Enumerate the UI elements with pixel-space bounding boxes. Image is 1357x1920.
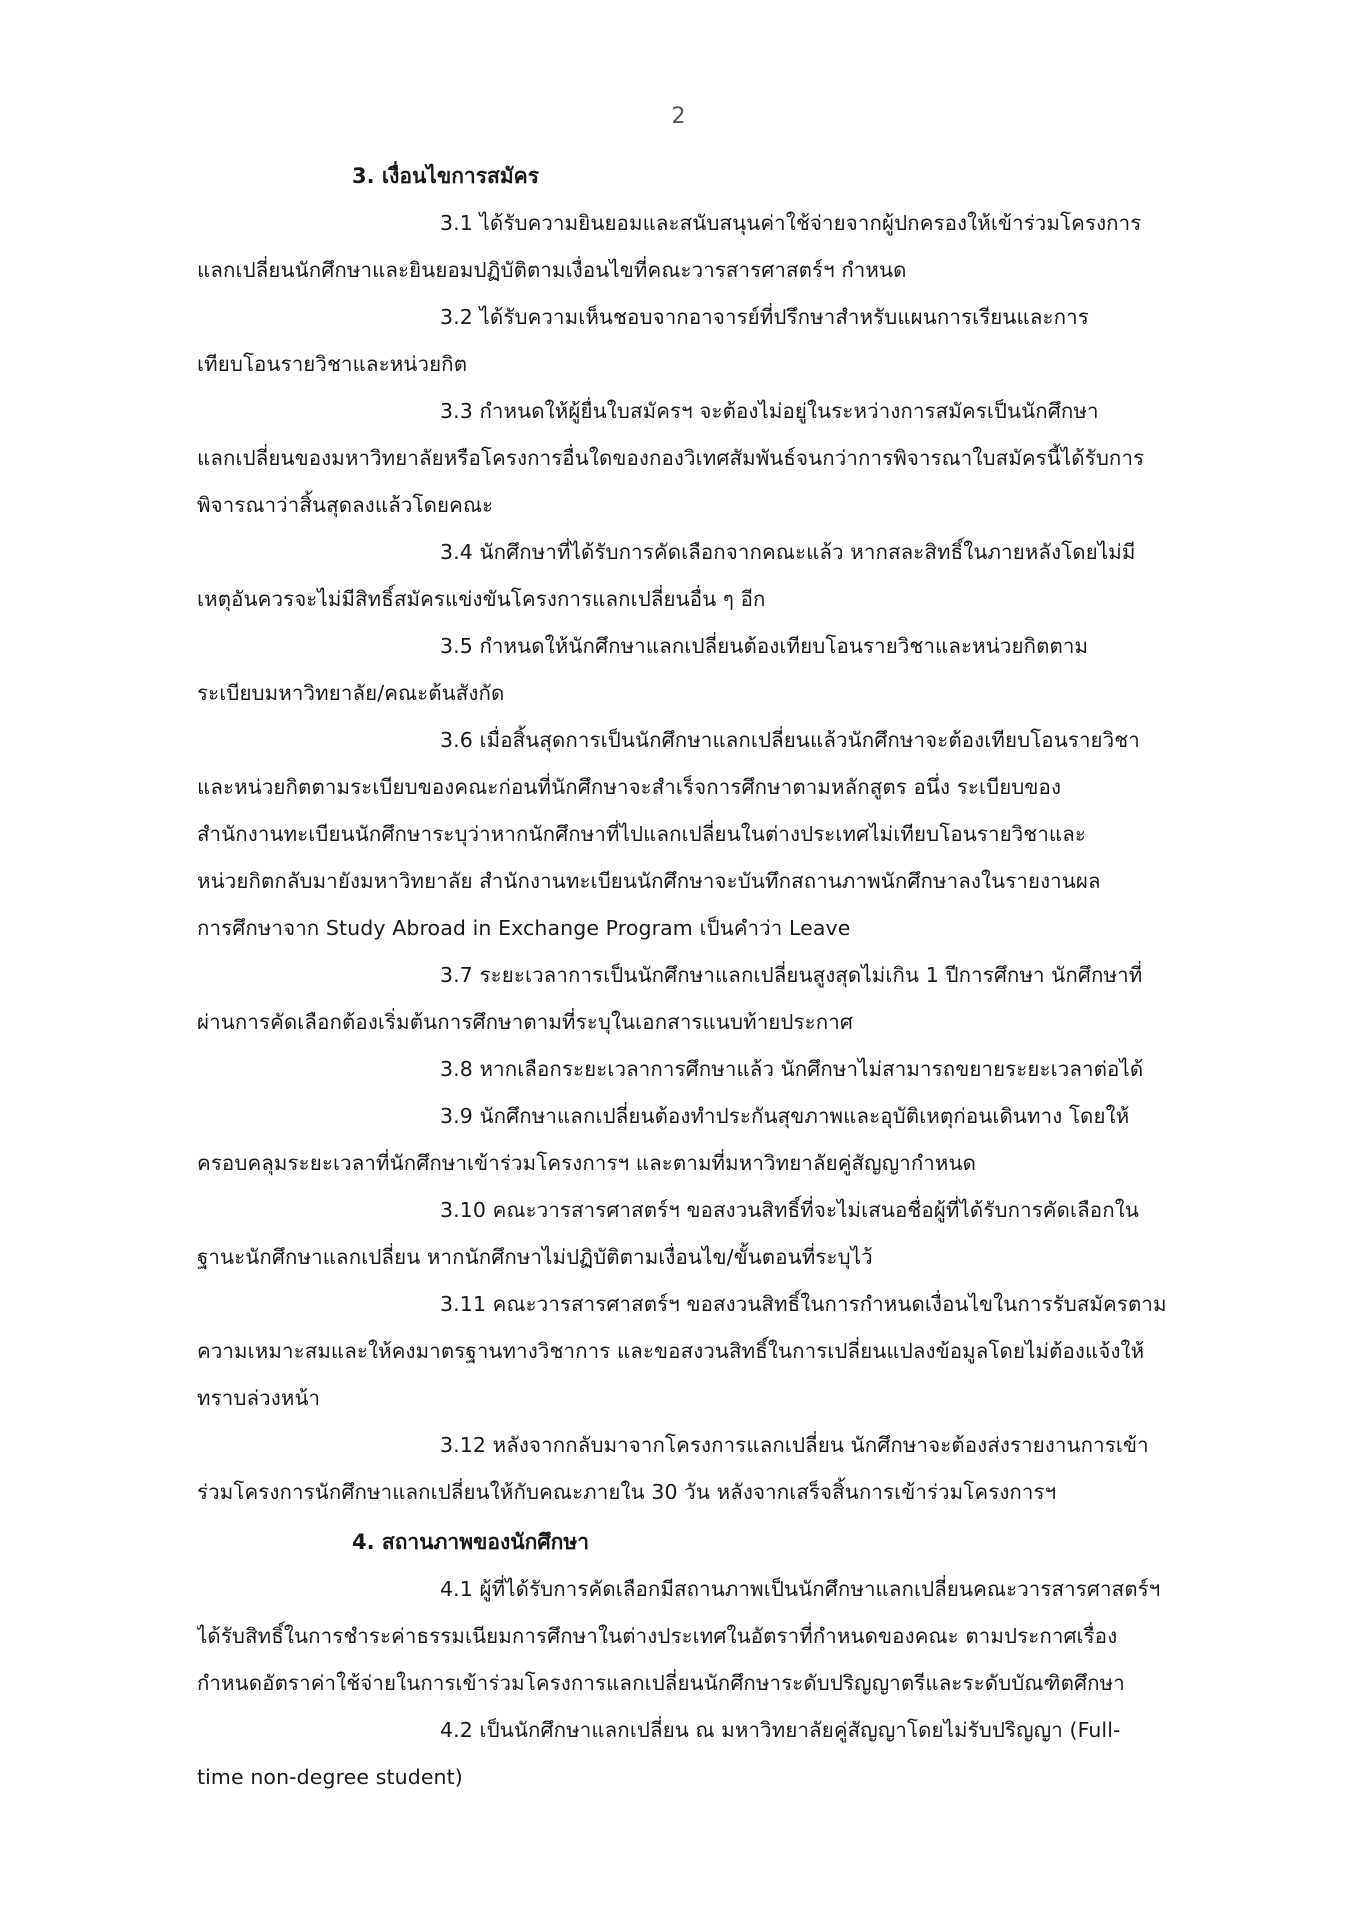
paragraph-line: แลกเปลี่ยนของมหาวิทยาลัยหรือโครงการอื่นใดของกองวิเทศสัมพันธ์จนกว่าการพิจารณาใบสมัครนี้ได้รับการ: [197, 446, 1145, 470]
paragraph-line: 3.12 หลังจากกลับมาจากโครงการแลกเปลี่ยน นักศึกษาจะต้องส่งรายงานการเข้า: [440, 1433, 1149, 1457]
document-body: [197, 150, 1210, 1801]
paragraph-line: 3.11 คณะวารสารศาสตร์ฯ ขอสงวนสิทธิ์ในการกำหนดเงื่อนไขในการรับสมัครตาม: [440, 1292, 1167, 1316]
paragraph-line: 3.9 นักศึกษาแลกเปลี่ยนต้องทำประกันสุขภาพและอุบัติเหตุก่อนเดินทาง โดยให้: [440, 1104, 1130, 1128]
numbered-paragraph: [197, 388, 1210, 529]
paragraph-line: 3.10 คณะวารสารศาสตร์ฯ ขอสงวนสิทธิ์ที่จะไม่เสนอชื่อผู้ที่ได้รับการคัดเลือกใน: [440, 1198, 1139, 1222]
numbered-paragraph: [197, 952, 1210, 1046]
paragraph-line: time non-degree student): [197, 1765, 463, 1789]
numbered-paragraph: [197, 623, 1210, 717]
paragraph-line: และหน่วยกิตตามระเบียบของคณะก่อนที่นักศึกษาจะสำเร็จการศึกษาตามหลักสูตร อนึ่ง ระเบียบของ: [197, 775, 1062, 799]
numbered-paragraph: [197, 1707, 1210, 1801]
numbered-paragraph: [197, 1046, 1210, 1093]
numbered-paragraph: [197, 1187, 1210, 1281]
paragraph-line: 3.5 กำหนดให้นักศึกษาแลกเปลี่ยนต้องเทียบโอนรายวิชาและหน่วยกิตตาม: [440, 634, 1089, 658]
paragraph-line: กำหนดอัตราค่าใช้จ่ายในการเข้าร่วมโครงการแลกเปลี่ยนนักศึกษาระดับปริญญาตรีและระดับบัณฑิตศึกษา: [197, 1671, 1125, 1695]
section-heading: 4. สถานภาพของนักศึกษา: [352, 1530, 590, 1554]
paragraph-line: ได้รับสิทธิ์ในการชำระค่าธรรมเนียมการศึกษาในต่างประเทศในอัตราที่กำหนดของคณะ ตามประกาศเรื่อง: [197, 1624, 1118, 1648]
numbered-paragraph: [197, 529, 1210, 623]
paragraph-line: ฐานะนักศึกษาแลกเปลี่ยน หากนักศึกษาไม่ปฏิบัติตามเงื่อนไข/ขั้นตอนที่ระบุไว้: [197, 1245, 873, 1269]
paragraph-line: ทราบล่วงหน้า: [197, 1386, 321, 1410]
paragraph-line: ระเบียบมหาวิทยาลัย/คณะต้นสังกัด: [197, 681, 505, 705]
paragraph-line: 3.6 เมื่อสิ้นสุดการเป็นนักศึกษาแลกเปลี่ยนแล้วนักศึกษาจะต้องเทียบโอนรายวิชา: [440, 728, 1140, 752]
page-number: 2: [671, 104, 686, 129]
paragraph-line: ความเหมาะสมและให้คงมาตรฐานทางวิชาการ และขอสงวนสิทธิ์ในการเปลี่ยนแปลงข้อมูลโดยไม่ต้องแจ้งให้: [197, 1339, 1145, 1363]
paragraph-line: การศึกษาจาก Study Abroad in Exchange Program เป็นคำว่า Leave: [197, 916, 851, 940]
numbered-paragraph: [197, 1093, 1210, 1187]
paragraph-line: 3.1 ได้รับความยินยอมและสนับสนุนค่าใช้จ่ายจากผู้ปกครองให้เข้าร่วมโครงการ: [440, 211, 1142, 235]
paragraph-line: สำนักงานทะเบียนนักศึกษาระบุว่าหากนักศึกษาที่ไปแลกเปลี่ยนในต่างประเทศไม่เทียบโอนรายวิชาและ: [197, 822, 1087, 846]
paragraph-line: 4.2 เป็นนักศึกษาแลกเปลี่ยน ณ มหาวิทยาลัยคู่สัญญาโดยไม่รับปริญญา (Full-: [440, 1718, 1121, 1742]
numbered-paragraph: [197, 1566, 1210, 1707]
paragraph-line: 3.3 กำหนดให้ผู้ยื่นใบสมัครฯ จะต้องไม่อยู่ในระหว่างการสมัครเป็นนักศึกษา: [440, 399, 1099, 423]
paragraph-line: ครอบคลุมระยะเวลาที่นักศึกษาเข้าร่วมโครงการฯ และตามที่มหาวิทยาลัยคู่สัญญากำหนด: [197, 1151, 977, 1175]
paragraph-line: แลกเปลี่ยนนักศึกษาและยินยอมปฏิบัติตามเงื่อนไขที่คณะวารสารศาสตร์ฯ กำหนด: [197, 258, 907, 282]
paragraph-line: 4.1 ผู้ที่ได้รับการคัดเลือกมีสถานภาพเป็นนักศึกษาแลกเปลี่ยนคณะวารสารศาสตร์ฯ: [440, 1577, 1161, 1601]
numbered-paragraph: [197, 1281, 1210, 1422]
paragraph-line: 3.2 ได้รับความเห็นชอบจากอาจารย์ที่ปรึกษาสำหรับแผนการเรียนและการ: [440, 305, 1089, 329]
paragraph-line: 3.7 ระยะเวลาการเป็นนักศึกษาแลกเปลี่ยนสูงสุดไม่เกิน 1 ปีการศึกษา นักศึกษาที่: [440, 963, 1143, 987]
paragraph-line: พิจารณาว่าสิ้นสุดลงแล้วโดยคณะ: [197, 493, 494, 517]
section-heading: 3. เงื่อนไขการสมัคร: [352, 164, 539, 188]
paragraph-line: 3.8 หากเลือกระยะเวลาการศึกษาแล้ว นักศึกษาไม่สามารถขยายระยะเวลาต่อได้: [440, 1057, 1144, 1081]
paragraph-line: หน่วยกิตกลับมายังมหาวิทยาลัย สำนักงานทะเบียนนักศึกษาจะบันทึกสถานภาพนักศึกษาลงในรายงานผล: [197, 869, 1101, 893]
paragraph-line: ร่วมโครงการนักศึกษาแลกเปลี่ยนให้กับคณะภายใน 30 วัน หลังจากเสร็จสิ้นการเข้าร่วมโครงการฯ: [197, 1480, 1057, 1504]
numbered-paragraph: [197, 200, 1210, 294]
paragraph-line: เหตุอันควรจะไม่มีสิทธิ์สมัครแข่งขันโครงการแลกเปลี่ยนอื่น ๆ อีก: [197, 587, 766, 611]
paragraph-line: เทียบโอนรายวิชาและหน่วยกิต: [197, 352, 468, 376]
paragraph-line: 3.4 นักศึกษาที่ได้รับการคัดเลือกจากคณะแล้ว หากสละสิทธิ์ในภายหลังโดยไม่มี: [440, 540, 1136, 564]
numbered-paragraph: [197, 717, 1210, 952]
paragraph-line: ผ่านการคัดเลือกต้องเริ่มต้นการศึกษาตามที่ระบุในเอกสารแนบท้ายประกาศ: [197, 1010, 853, 1034]
numbered-paragraph: [197, 1422, 1210, 1516]
numbered-paragraph: [197, 294, 1210, 388]
